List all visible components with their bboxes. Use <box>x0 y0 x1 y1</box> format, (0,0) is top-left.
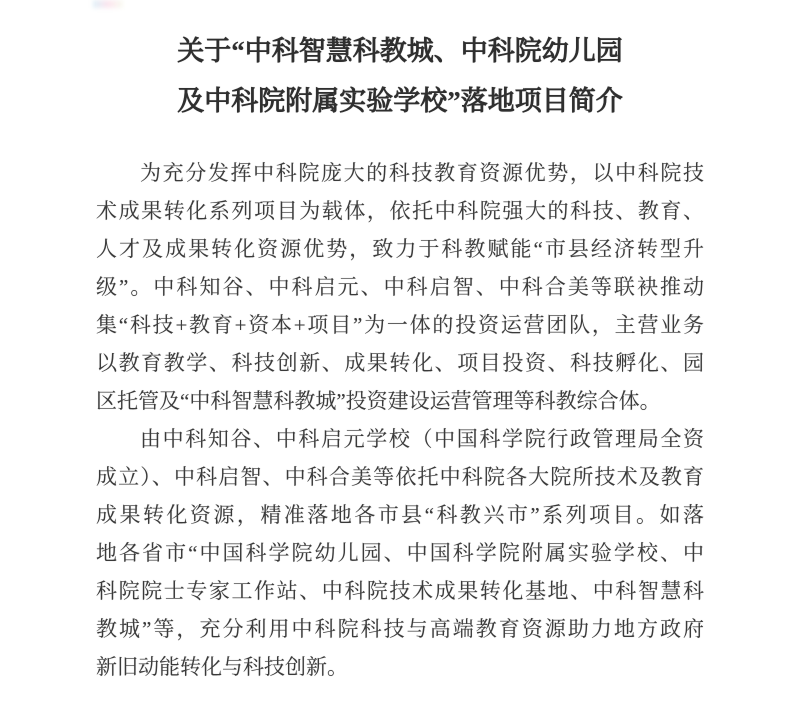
paragraph <box>96 154 704 420</box>
text-line: 级”。中科知谷、中科启元、中科启智、中科合美等联袂推动 <box>96 275 704 299</box>
scan-artifact <box>93 0 123 8</box>
text-line: 人才及成果转化资源优势，致力于科教赋能“市县经济转型升 <box>96 237 704 261</box>
document-body <box>96 154 704 686</box>
document-title <box>0 26 800 126</box>
text-line: 科院院士专家工作站、中科院技术成果转化基地、中科智慧科 <box>96 579 704 603</box>
text-line: 地各省市“中国科学院幼儿园、中国科学院附属实验学校、中 <box>96 541 704 565</box>
text-line: 以教育教学、科技创新、成果转化、项目投资、科技孵化、园 <box>96 351 704 375</box>
text-line: 成果转化资源，精准落地各市县“科教兴市”系列项目。如落 <box>96 503 704 527</box>
text-line: 由中科知谷、中科启元学校（中国科学院行政管理局全资 <box>140 427 704 451</box>
text-line: 集“科技+教育+资本+项目”为一体的投资运营团队，主营业务 <box>96 313 704 337</box>
text-line: 术成果转化系列项目为载体，依托中科院强大的科技、教育、 <box>96 199 704 223</box>
paragraph <box>96 420 704 686</box>
document-title-line: 关于“中科智慧科教城、中科院幼儿园 <box>177 36 623 66</box>
text-line: 为充分发挥中科院庞大的科技教育资源优势，以中科院技 <box>140 161 704 185</box>
text-line: 教城”等，充分利用中科院科技与高端教育资源助力地方政府 <box>96 617 704 641</box>
text-line: 成立）、中科启智、中科合美等依托中科院各大院所技术及教育 <box>96 465 704 489</box>
text-line: 区托管及“中科智慧科教城”投资建设运营管理等科教综合体。 <box>96 389 661 413</box>
text-line: 新旧动能转化与科技创新。 <box>96 655 348 679</box>
document-title-line: 及中科院附属实验学校”落地项目简介 <box>177 86 623 116</box>
